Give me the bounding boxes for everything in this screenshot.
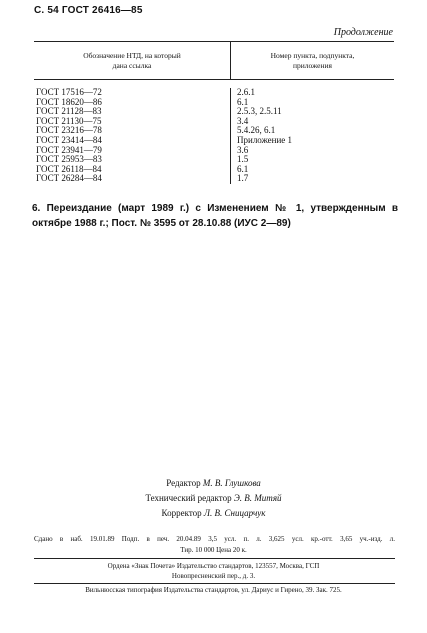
imprint-divider-bottom bbox=[34, 583, 395, 584]
reissue-note: 6. Переиздание (март 1989 г.) с Изменением № 1, утвержденным в октябре 1988 г.; Пост. № 3595 от 28.10.88 (ИУС 2—89) bbox=[32, 203, 398, 229]
continuation-label: Продолжение bbox=[333, 27, 393, 38]
staff-proofreader-name: Л. В. Сницарчук bbox=[203, 508, 266, 518]
reference-column bbox=[34, 88, 231, 184]
col-header-reference-line1: Обозначение НТД, на который bbox=[83, 50, 181, 60]
table-row-item: 2.5.3, 2.5.11 bbox=[237, 106, 282, 117]
staff-proofreader bbox=[0, 508, 427, 518]
table-row-item: 3.4 bbox=[237, 115, 249, 126]
table-row-ref: ГОСТ 23941—79 bbox=[36, 144, 102, 155]
table-row-item: 6.1 bbox=[237, 96, 249, 107]
table-row-item: 2.6.1 bbox=[237, 87, 255, 97]
table-body bbox=[34, 80, 394, 184]
table-row-item: 1.5 bbox=[237, 154, 249, 165]
table-row-ref: ГОСТ 25953—83 bbox=[36, 154, 102, 165]
staff-tech-editor bbox=[0, 493, 427, 503]
staff-proofreader-role: Корректор bbox=[161, 508, 202, 518]
col-header-item-line1: Номер пункта, подпункта, bbox=[270, 50, 355, 60]
table-row-item: Приложение 1 bbox=[237, 134, 293, 145]
staff-tech-editor-name: Э. В. Митяй bbox=[233, 493, 282, 503]
staff-editor-role: Редактор bbox=[166, 478, 201, 488]
page-header: С. 54 ГОСТ 26416—85 bbox=[34, 5, 143, 16]
table-row-ref: ГОСТ 18620—86 bbox=[36, 96, 102, 107]
imprint-line-1: Сдано в наб. 19.01.89 Подп. в печ. 20.04.89 3,5 усл. п. л. 3,625 усл. кр.-отт. 3,65 уч.-изд. л. bbox=[34, 535, 395, 543]
staff-editor bbox=[0, 478, 427, 488]
imprint-divider-top bbox=[34, 558, 395, 559]
table-row-ref: ГОСТ 26284—84 bbox=[36, 173, 102, 184]
table-row-item: 3.6 bbox=[237, 144, 249, 155]
col-header-reference bbox=[34, 42, 231, 79]
table-row-item: 1.7 bbox=[237, 173, 249, 184]
table-header bbox=[34, 41, 394, 80]
col-header-item bbox=[231, 42, 394, 79]
imprint-line-5: Вильнюсская типография Издательства стандартов, ул. Дариус и Гирено, 39. Зак. 725. bbox=[85, 586, 342, 594]
col-header-item-line2: приложения bbox=[293, 60, 332, 70]
col-header-reference-line2: дана ссылка bbox=[112, 60, 152, 70]
table-row-ref: ГОСТ 23414—84 bbox=[36, 134, 102, 145]
table-row-ref: ГОСТ 26118—84 bbox=[36, 163, 102, 174]
staff-editor-name: М. В. Глушкова bbox=[202, 478, 261, 488]
imprint-line-3: Ордена «Знак Почета» Издательство стандартов, 123557, Москва, ГСП bbox=[107, 562, 320, 570]
imprint-line-2: Тир. 10 000 Цена 20 к. bbox=[180, 546, 247, 554]
item-column bbox=[231, 88, 394, 184]
table-row-item: 5.4.26, 6.1 bbox=[237, 125, 276, 136]
table-row-ref: ГОСТ 17516—72 bbox=[36, 87, 102, 97]
table-row-ref: ГОСТ 23216—78 bbox=[36, 125, 102, 136]
reference-table bbox=[34, 41, 394, 184]
imprint-line-4: Новопресненский пер., д. 3. bbox=[171, 572, 256, 580]
table-row-ref: ГОСТ 21130—75 bbox=[36, 115, 102, 126]
table-row-item: 6.1 bbox=[237, 163, 249, 174]
table-row-ref: ГОСТ 21128—83 bbox=[36, 106, 102, 117]
staff-tech-editor-role: Технический редактор bbox=[145, 493, 232, 503]
